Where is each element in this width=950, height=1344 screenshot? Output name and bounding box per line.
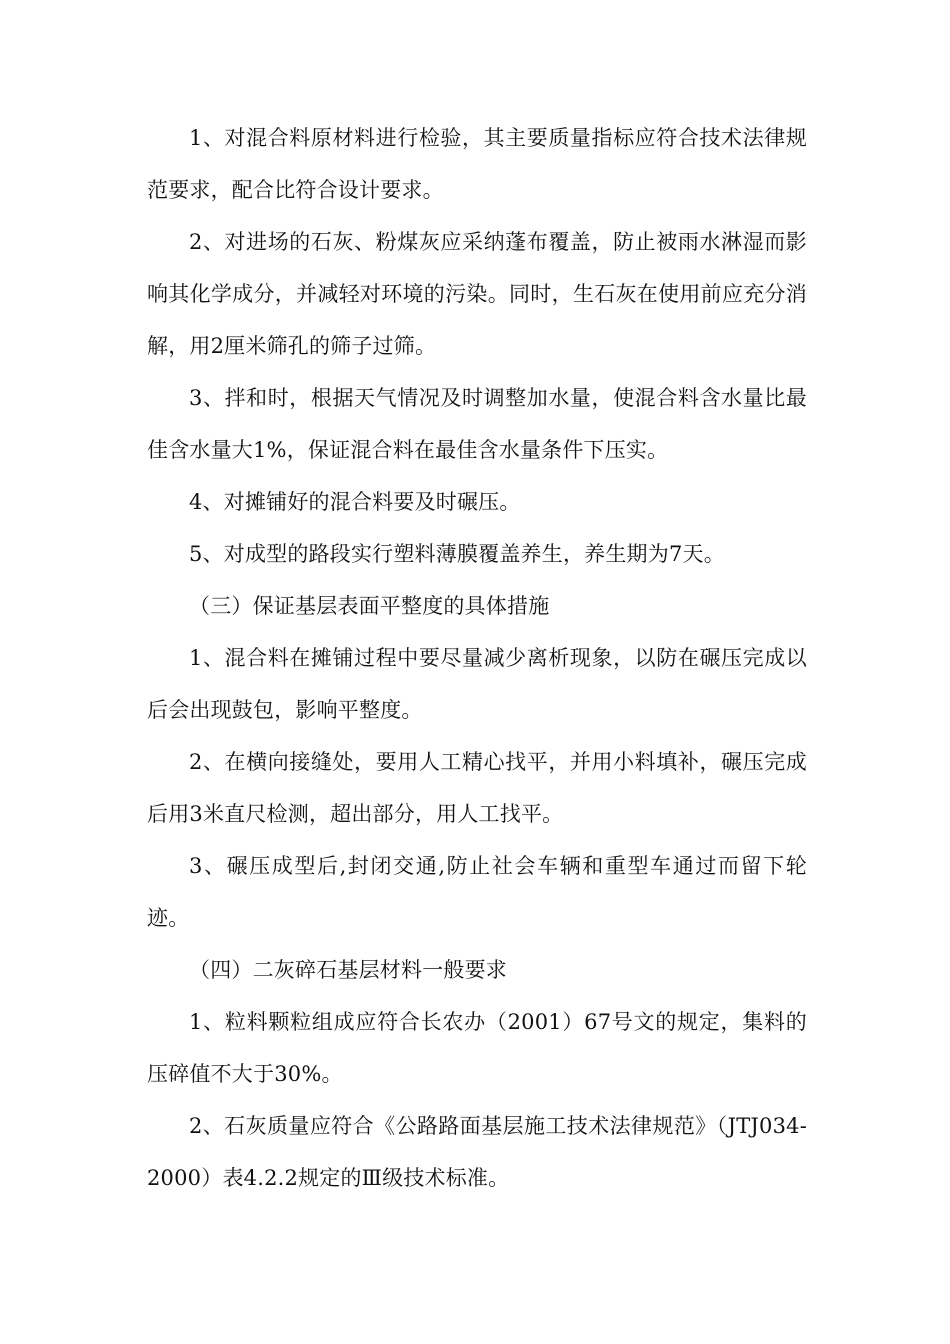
paragraph-water-content: 3、拌和时，根据天气情况及时调整加水量，使混合料含水量比最佳含水量大1%，保证混合料在最佳含水量条件下压实。 [147,386,807,462]
section-heading-flatness: （三）保证基层表面平整度的具体措施 [189,594,550,618]
paragraph-traffic-closure: 3、碾压成型后,封闭交通,防止社会车辆和重型车通过而留下轮迹。 [147,854,807,930]
paragraph-transverse-joint: 2、在横向接缝处，要用人工精心找平，并用小料填补，碾压完成后用3米直尺检测，超出部分，用人工找平。 [147,750,807,826]
paragraph-segregation: 1、混合料在摊铺过程中要尽量减少离析现象，以防在碾压完成以后会出现鼓包，影响平整度。 [147,646,807,722]
paragraph-rolling: 4、对摊铺好的混合料要及时碾压。 [189,490,521,514]
paragraph-material-inspection: 1、对混合料原材料进行检验，其主要质量指标应符合技术法律规范要求，配合比符合设计要求。 [147,126,807,202]
paragraph-aggregate: 1、粒料颗粒组成应符合长农办（2001）67号文的规定，集料的压碎值不大于30%。 [147,1010,807,1086]
section-heading-material-requirements: （四）二灰碎石基层材料一般要求 [189,958,507,982]
paragraph-lime-coverage: 2、对进场的石灰、粉煤灰应采纳蓬布覆盖，防止被雨水淋湿而影响其化学成分，并减轻对环境的污染。同时，生石灰在使用前应充分消解，用2厘米筛孔的筛子过筛。 [147,230,807,358]
paragraph-lime-quality: 2、石灰质量应符合《公路路面基层施工技术法律规范》（JTJ034-2000）表4.2.2规定的Ⅲ级技术标准。 [147,1114,807,1190]
paragraph-curing: 5、对成型的路段实行塑料薄膜覆盖养生，养生期为7天。 [189,542,725,566]
document-body [147,112,807,1204]
